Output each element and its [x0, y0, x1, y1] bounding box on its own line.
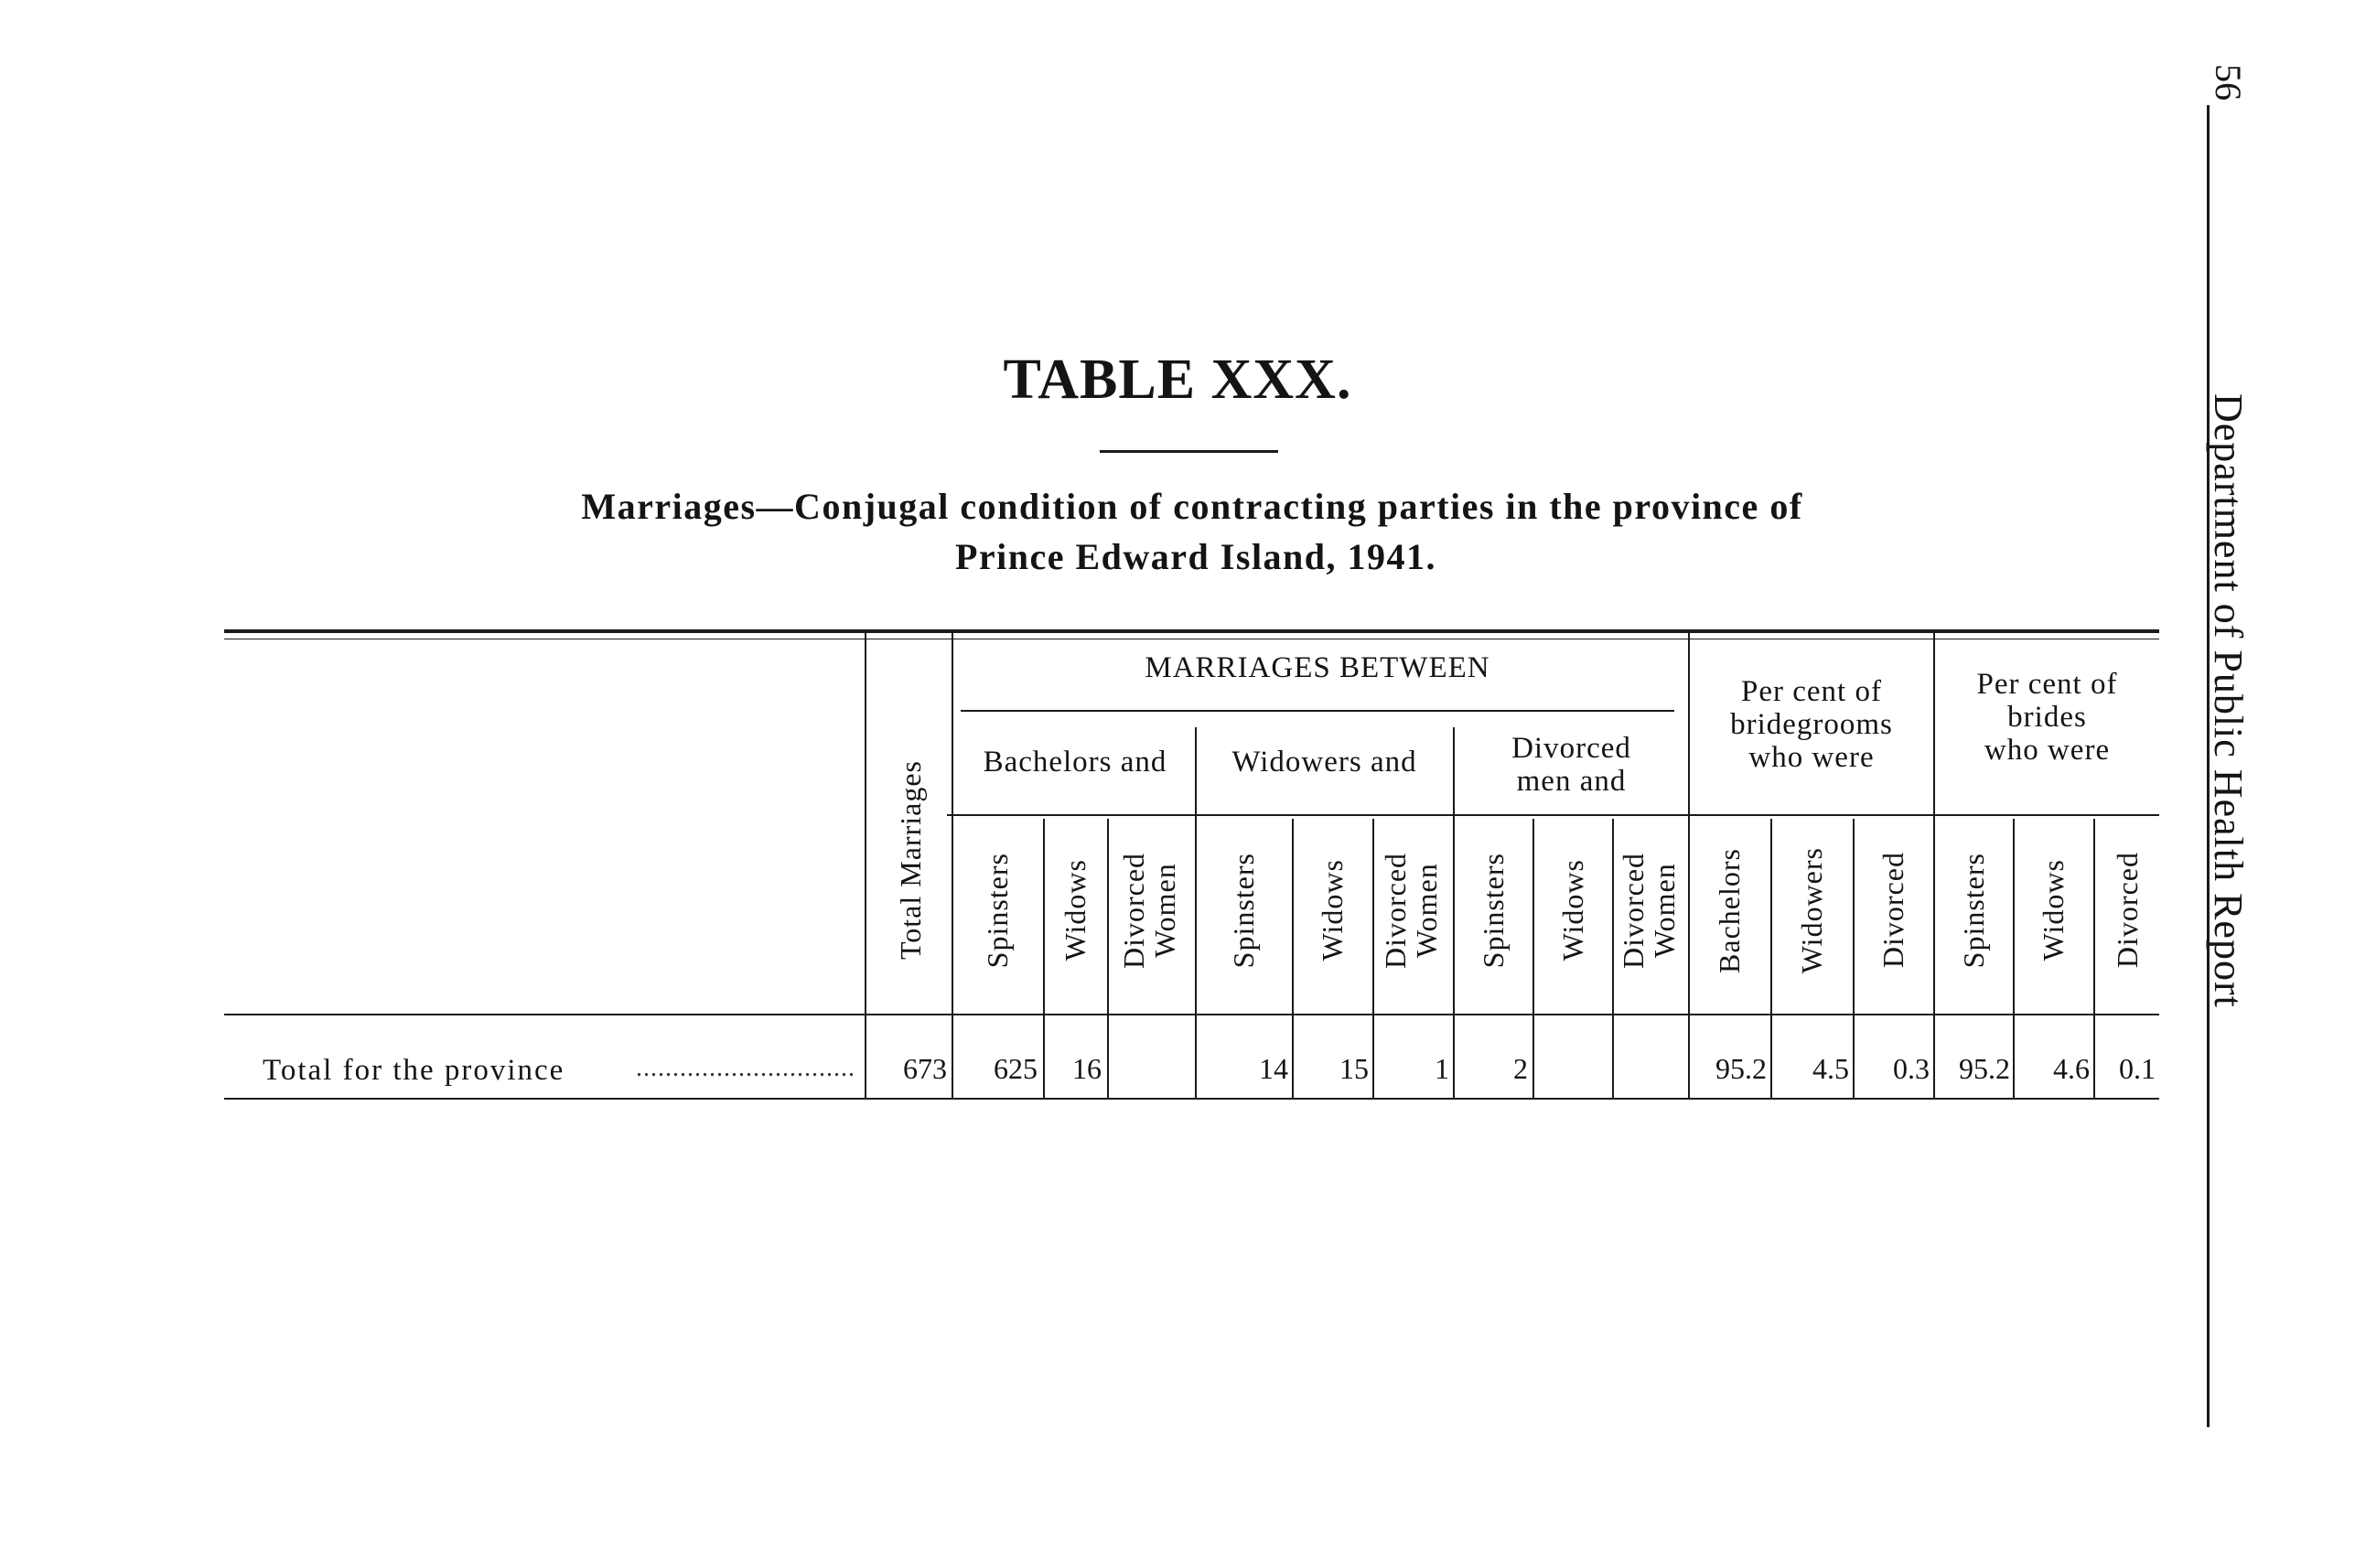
header-brides-line3: who were	[1984, 734, 2111, 767]
cell-total: 673	[903, 1052, 947, 1085]
col-header: Widowers	[1795, 846, 1828, 974]
col-header: Widows	[1555, 859, 1589, 961]
col-header: Bachelors	[1713, 847, 1746, 973]
col-header: Widows	[1059, 859, 1091, 961]
cell: 15	[1339, 1052, 1369, 1085]
col-header: Widows	[1316, 859, 1349, 961]
cell: 4.6	[2053, 1052, 2090, 1085]
header-total-marriages-label: Total Marriages	[894, 759, 927, 960]
header-bridegrooms-line1: Per cent of	[1741, 675, 1882, 708]
table-bottom-rule	[224, 1098, 2159, 1100]
cell: 14	[1259, 1052, 1288, 1085]
col-header: Divorced	[2111, 852, 2144, 969]
header-total-marriages	[874, 732, 947, 988]
cell: 16	[1072, 1052, 1102, 1085]
header-bridegrooms-line3: who were	[1748, 741, 1875, 774]
col-header: Divorced	[1876, 852, 1909, 969]
cell: 4.5	[1812, 1052, 1849, 1085]
col-header: Spinsters	[981, 852, 1014, 969]
header-brides-line1: Per cent of	[1976, 668, 2118, 701]
table-title: TABLE XXX.	[1003, 349, 1352, 411]
header-bridegrooms-line2: bridegrooms	[1730, 708, 1893, 741]
header-bottom-rule	[224, 1014, 2159, 1015]
header-bachelors-and: Bachelors and	[983, 746, 1167, 779]
row-leader-dots: ..............................	[636, 1054, 855, 1082]
title-rule	[1100, 450, 1278, 453]
cell: 1	[1435, 1052, 1449, 1085]
running-head: Department of Public Health Report	[2206, 393, 2251, 1008]
col-header: Spinsters	[1227, 852, 1260, 969]
cell: 2	[1513, 1052, 1528, 1085]
header-bridegrooms	[1697, 675, 1926, 774]
row-label: Total for the province	[263, 1054, 565, 1087]
header-divorced-men-and	[1459, 732, 1683, 798]
table-caption-line-2: Prince Edward Island, 1941.	[954, 536, 1437, 577]
cell: 95.2	[1959, 1052, 2010, 1085]
cell: 95.2	[1715, 1052, 1767, 1085]
header-brides	[1940, 668, 2155, 767]
cell: 625	[994, 1052, 1038, 1085]
cell: 0.1	[2119, 1052, 2156, 1085]
table-caption-line-1: Marriages—Conjugal condition of contracting parties in the province of	[581, 486, 1803, 527]
header-divorced-line1: Divorced	[1511, 732, 1631, 765]
col-header: Widows	[2037, 859, 2070, 961]
group-rule	[961, 710, 1674, 712]
header-brides-line2: brides	[2007, 701, 2087, 734]
col-header: Divorced Women	[1117, 852, 1181, 969]
cell: 0.3	[1893, 1052, 1930, 1085]
col-header: Divorced Women	[1379, 852, 1443, 969]
divider-stub	[865, 631, 866, 1098]
subheader-rule	[947, 814, 2159, 816]
col-header: Spinsters	[1957, 852, 1990, 969]
header-widowers-and: Widowers and	[1231, 746, 1417, 779]
header-marriages-between: MARRIAGES BETWEEN	[1145, 651, 1490, 684]
header-divorced-line2: men and	[1516, 765, 1627, 798]
page-number: 56	[2208, 64, 2249, 101]
col-header: Divorced Women	[1617, 852, 1681, 969]
col-header: Spinsters	[1476, 852, 1510, 969]
top-rule	[224, 629, 2159, 633]
